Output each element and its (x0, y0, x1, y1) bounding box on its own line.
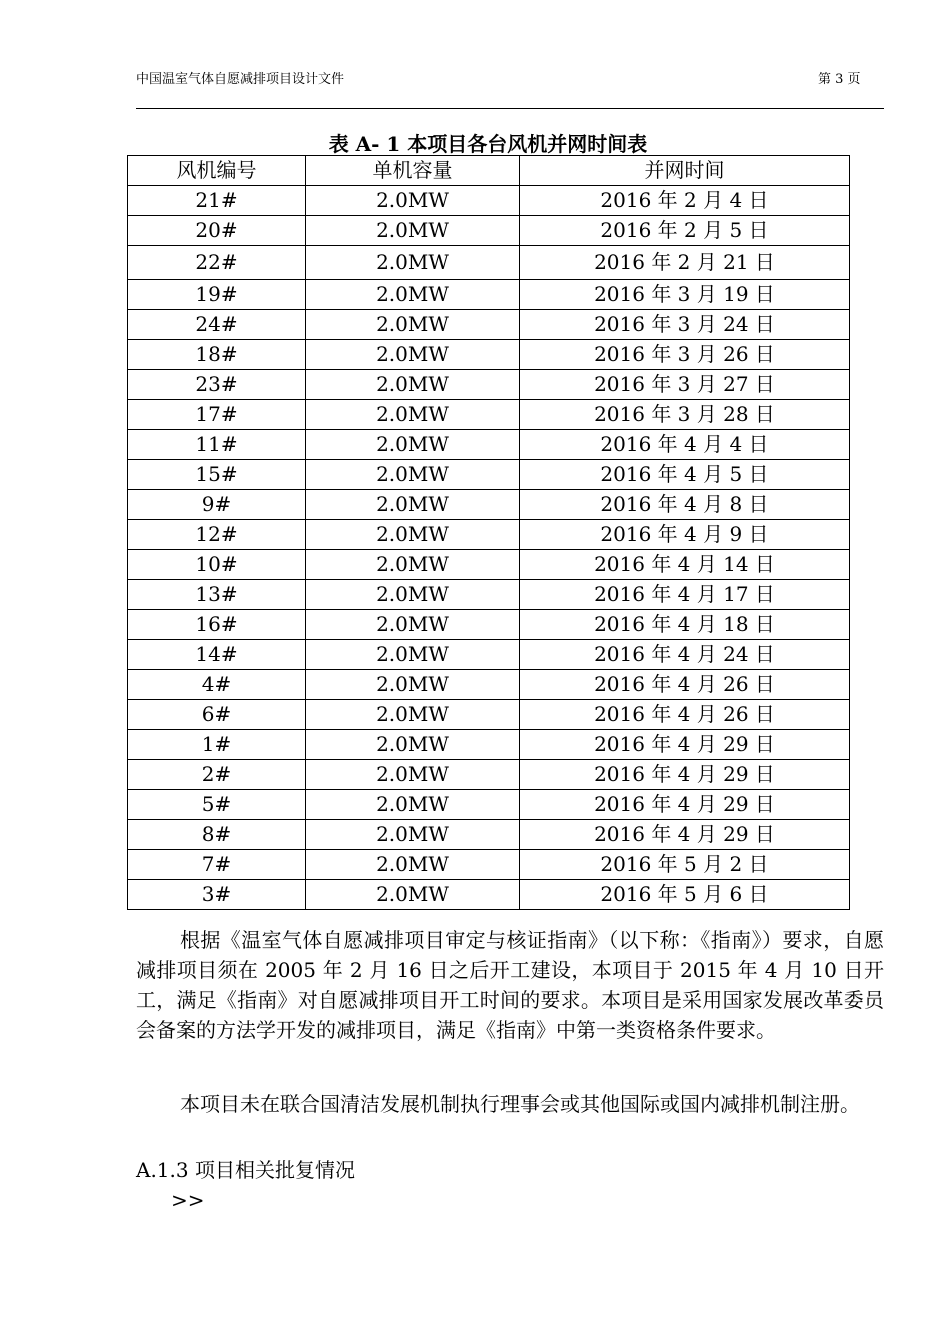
cell-turbine-id: 12# (128, 520, 306, 550)
cell-grid-date: 2016 年 4 月 5 日 (520, 460, 850, 490)
table-row (128, 640, 850, 670)
cell-turbine-id: 11# (128, 430, 306, 460)
cell-turbine-id: 14# (128, 640, 306, 670)
cell-turbine-id: 3# (128, 880, 306, 910)
cell-grid-date: 2016 年 4 月 18 日 (520, 610, 850, 640)
table-row (128, 490, 850, 520)
table-caption: 表 A- 1 本项目各台风机并网时间表 (328, 132, 648, 156)
cell-turbine-id: 18# (128, 340, 306, 370)
cell-turbine-id: 23# (128, 370, 306, 400)
section-heading: A.1.3 项目相关批复情况 (136, 1158, 355, 1182)
column-header-grid-date: 并网时间 (520, 156, 850, 186)
cell-capacity: 2.0MW (306, 460, 520, 490)
cell-capacity: 2.0MW (306, 850, 520, 880)
table-row (128, 310, 850, 340)
cell-turbine-id: 4# (128, 670, 306, 700)
cell-grid-date: 2016 年 4 月 29 日 (520, 790, 850, 820)
cell-grid-date: 2016 年 5 月 6 日 (520, 880, 850, 910)
cell-turbine-id: 8# (128, 820, 306, 850)
cell-grid-date: 2016 年 3 月 19 日 (520, 280, 850, 310)
table-row (128, 400, 850, 430)
table-row (128, 610, 850, 640)
cell-grid-date: 2016 年 2 月 21 日 (520, 246, 850, 280)
page-number: 第 3 页 (818, 72, 861, 87)
table-row (128, 880, 850, 910)
table-row (128, 246, 850, 280)
table-row (128, 280, 850, 310)
table-row (128, 186, 850, 216)
cell-capacity: 2.0MW (306, 310, 520, 340)
cell-capacity: 2.0MW (306, 730, 520, 760)
table-row (128, 370, 850, 400)
cell-capacity: 2.0MW (306, 820, 520, 850)
cell-capacity: 2.0MW (306, 280, 520, 310)
cell-turbine-id: 5# (128, 790, 306, 820)
cell-turbine-id: 19# (128, 280, 306, 310)
table-row (128, 730, 850, 760)
column-header-turbine-id: 风机编号 (128, 156, 306, 186)
cell-capacity: 2.0MW (306, 186, 520, 216)
header-title: 中国温室气体自愿减排项目设计文件 (136, 72, 345, 87)
cell-turbine-id: 7# (128, 850, 306, 880)
cell-capacity: 2.0MW (306, 430, 520, 460)
cell-grid-date: 2016 年 3 月 24 日 (520, 310, 850, 340)
cell-capacity: 2.0MW (306, 400, 520, 430)
cell-capacity: 2.0MW (306, 246, 520, 280)
table-header-row (128, 156, 850, 186)
cell-grid-date: 2016 年 4 月 29 日 (520, 820, 850, 850)
table-row (128, 430, 850, 460)
cell-capacity: 2.0MW (306, 640, 520, 670)
table-row (128, 790, 850, 820)
header-divider (136, 108, 884, 109)
cell-capacity: 2.0MW (306, 520, 520, 550)
cell-grid-date: 2016 年 2 月 5 日 (520, 216, 850, 246)
table-row (128, 216, 850, 246)
cell-grid-date: 2016 年 4 月 29 日 (520, 760, 850, 790)
table-row (128, 580, 850, 610)
cell-grid-date: 2016 年 4 月 26 日 (520, 700, 850, 730)
cell-turbine-id: 22# (128, 246, 306, 280)
cell-capacity: 2.0MW (306, 760, 520, 790)
column-header-capacity: 单机容量 (306, 156, 520, 186)
cell-turbine-id: 9# (128, 490, 306, 520)
cell-grid-date: 2016 年 3 月 26 日 (520, 340, 850, 370)
table-row (128, 850, 850, 880)
cell-grid-date: 2016 年 4 月 29 日 (520, 730, 850, 760)
table-row (128, 820, 850, 850)
cell-turbine-id: 6# (128, 700, 306, 730)
cell-turbine-id: 13# (128, 580, 306, 610)
cell-turbine-id: 17# (128, 400, 306, 430)
cell-turbine-id: 2# (128, 760, 306, 790)
table-body (128, 186, 850, 910)
cell-grid-date: 2016 年 4 月 26 日 (520, 670, 850, 700)
cell-grid-date: 2016 年 3 月 27 日 (520, 370, 850, 400)
cell-turbine-id: 24# (128, 310, 306, 340)
cell-capacity: 2.0MW (306, 700, 520, 730)
table-row (128, 550, 850, 580)
cell-capacity: 2.0MW (306, 610, 520, 640)
cell-capacity: 2.0MW (306, 550, 520, 580)
cell-turbine-id: 16# (128, 610, 306, 640)
cell-grid-date: 2016 年 4 月 14 日 (520, 550, 850, 580)
cell-grid-date: 2016 年 4 月 9 日 (520, 520, 850, 550)
cell-grid-date: 2016 年 4 月 8 日 (520, 490, 850, 520)
cell-grid-date: 2016 年 5 月 2 日 (520, 850, 850, 880)
cell-capacity: 2.0MW (306, 490, 520, 520)
table-row (128, 340, 850, 370)
cell-capacity: 2.0MW (306, 670, 520, 700)
paragraph-registration: 本项目未在联合国清洁发展机制执行理事会或其他国际或国内减排机制注册。 (180, 1092, 860, 1116)
table-row (128, 760, 850, 790)
table-row (128, 520, 850, 550)
cell-turbine-id: 15# (128, 460, 306, 490)
cell-capacity: 2.0MW (306, 880, 520, 910)
turbine-grid-table (127, 155, 850, 910)
section-marker: >> (171, 1188, 205, 1212)
paragraph-start-date: 根据《温室气体自愿减排项目审定与核证指南》（以下称：《指南》）要求，自愿减排项目须在 2005 年 2 月 16 日之后开工建设，本项目于 2015 年 4 月 10 日开工，满足《指南》对自愿减排项目开工时间的要求。本项目是采用国家发展改革委员会备案的方法学开发的减排项目，满足《指南》中第一类资格条件要求。 (136, 928, 884, 1042)
cell-grid-date: 2016 年 4 月 24 日 (520, 640, 850, 670)
cell-grid-date: 2016 年 3 月 28 日 (520, 400, 850, 430)
cell-grid-date: 2016 年 2 月 4 日 (520, 186, 850, 216)
cell-grid-date: 2016 年 4 月 17 日 (520, 580, 850, 610)
cell-turbine-id: 21# (128, 186, 306, 216)
cell-capacity: 2.0MW (306, 790, 520, 820)
cell-capacity: 2.0MW (306, 580, 520, 610)
table-row (128, 670, 850, 700)
table-row (128, 460, 850, 490)
cell-capacity: 2.0MW (306, 216, 520, 246)
cell-turbine-id: 10# (128, 550, 306, 580)
cell-capacity: 2.0MW (306, 370, 520, 400)
cell-grid-date: 2016 年 4 月 4 日 (520, 430, 850, 460)
table-row (128, 700, 850, 730)
cell-turbine-id: 20# (128, 216, 306, 246)
cell-capacity: 2.0MW (306, 340, 520, 370)
cell-turbine-id: 1# (128, 730, 306, 760)
